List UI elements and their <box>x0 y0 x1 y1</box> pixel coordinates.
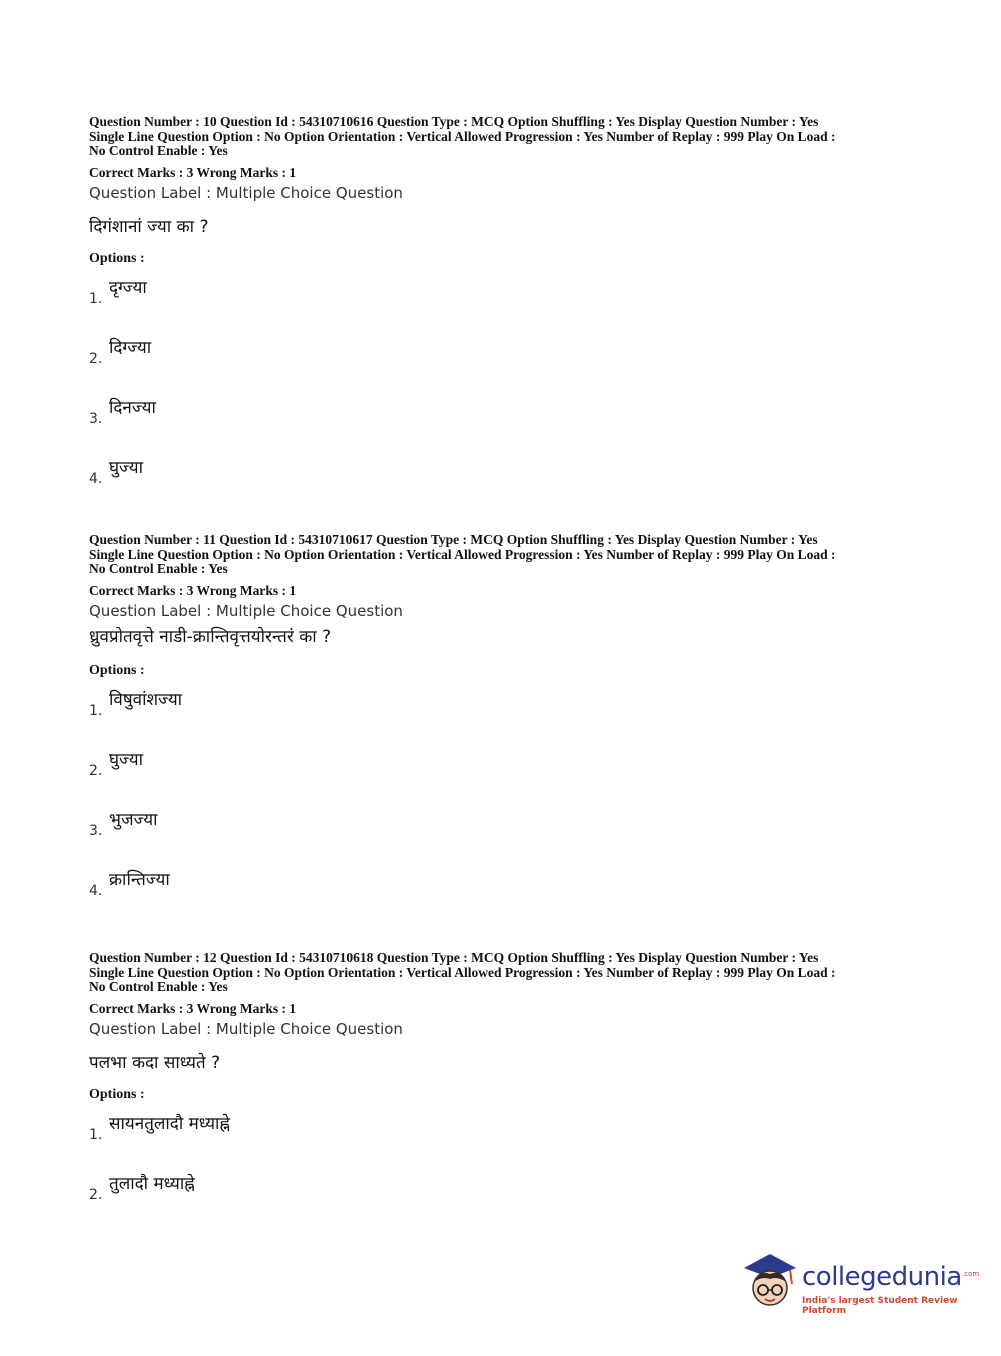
question-meta-line: Question Number : 11 Question Id : 54310710617 Question Type : MCQ Option Shuffling : Yes Display Question Number : Yes <box>89 532 818 547</box>
question-meta-line: Question Number : 12 Question Id : 54310710618 Question Type : MCQ Option Shuffling : Yes Display Question Number : Yes <box>89 950 819 965</box>
option-number: 2. <box>89 350 103 367</box>
option-text: क्रान्तिज्या <box>109 869 170 890</box>
question-meta-line: No Control Enable : Yes <box>89 561 228 576</box>
question-text: पलभा कदा साध्यते ? <box>89 1052 221 1073</box>
options-list <box>89 271 919 511</box>
option-text: दिग्ज्या <box>109 337 152 358</box>
question-meta-line: Single Line Question Option : No Option Orientation : Vertical Allowed Progression : Yes Number of Replay : 999 Play On Load : <box>89 128 836 144</box>
question-meta-line: No Control Enable : Yes <box>89 979 228 994</box>
options-list <box>89 1107 919 1227</box>
option-number: 1. <box>89 1126 103 1143</box>
question-block-11 <box>89 533 919 923</box>
option-text: तुलादौ मध्याह्ने <box>109 1173 195 1194</box>
option-text: घुज्या <box>109 749 144 770</box>
option-item <box>89 683 919 743</box>
option-number: 4. <box>89 882 103 899</box>
option-number: 1. <box>89 702 103 719</box>
brand-suffix: .com <box>962 1270 980 1278</box>
option-number: 4. <box>89 470 103 487</box>
option-item <box>89 271 919 331</box>
option-item <box>89 743 919 803</box>
question-marks: Correct Marks : 3 Wrong Marks : 1 <box>89 164 297 180</box>
option-item <box>89 1107 919 1167</box>
question-text: दिगंशानां ज्या का ? <box>89 216 209 237</box>
question-meta-line: No Control Enable : Yes <box>89 143 228 158</box>
option-item <box>89 451 919 511</box>
option-number: 3. <box>89 822 103 839</box>
question-meta-line: Single Line Question Option : No Option Orientation : Vertical Allowed Progression : Yes Number of Replay : 999 Play On Load : <box>89 964 836 980</box>
option-number: 3. <box>89 410 103 427</box>
option-item <box>89 1167 919 1227</box>
option-text: विषुवांशज्या <box>109 689 183 710</box>
options-heading: Options : <box>89 662 145 678</box>
options-heading: Options : <box>89 250 145 266</box>
question-label: Question Label : Multiple Choice Question <box>89 601 403 620</box>
question-meta-line: Question Number : 10 Question Id : 54310710616 Question Type : MCQ Option Shuffling : Yes Display Question Number : Yes <box>89 114 819 129</box>
question-marks: Correct Marks : 3 Wrong Marks : 1 <box>89 1000 297 1016</box>
mascot-logo-icon <box>740 1248 802 1318</box>
options-list <box>89 683 919 923</box>
collegedunia-watermark <box>740 1248 980 1318</box>
brand-tagline: India's largest Student Review Platform <box>802 1296 958 1316</box>
question-label: Question Label : Multiple Choice Question <box>89 183 403 202</box>
option-text: दिनज्या <box>109 397 156 418</box>
option-number: 2. <box>89 1186 103 1203</box>
option-number: 1. <box>89 290 103 307</box>
option-text: सायनतुलादौ मध्याह्ने <box>109 1113 231 1134</box>
options-heading: Options : <box>89 1086 145 1102</box>
option-item <box>89 863 919 923</box>
option-number: 2. <box>89 762 103 779</box>
question-meta-line: Single Line Question Option : No Option Orientation : Vertical Allowed Progression : Yes Number of Replay : 999 Play On Load : <box>89 546 836 562</box>
option-item <box>89 331 919 391</box>
option-text: भुजज्या <box>109 809 158 830</box>
option-text: घुज्या <box>109 457 144 478</box>
question-marks: Correct Marks : 3 Wrong Marks : 1 <box>89 582 297 598</box>
question-block-12 <box>89 951 919 1227</box>
question-text: ध्रुवप्रोतवृत्ते नाडी-क्रान्तिवृत्तयोरन्तरं का ? <box>89 626 332 647</box>
option-item <box>89 803 919 863</box>
brand-name: collegedunia <box>802 1262 962 1292</box>
question-label: Question Label : Multiple Choice Question <box>89 1019 403 1038</box>
question-block-10 <box>89 115 919 511</box>
option-item <box>89 391 919 451</box>
option-text: दृग्ज्या <box>109 277 147 298</box>
